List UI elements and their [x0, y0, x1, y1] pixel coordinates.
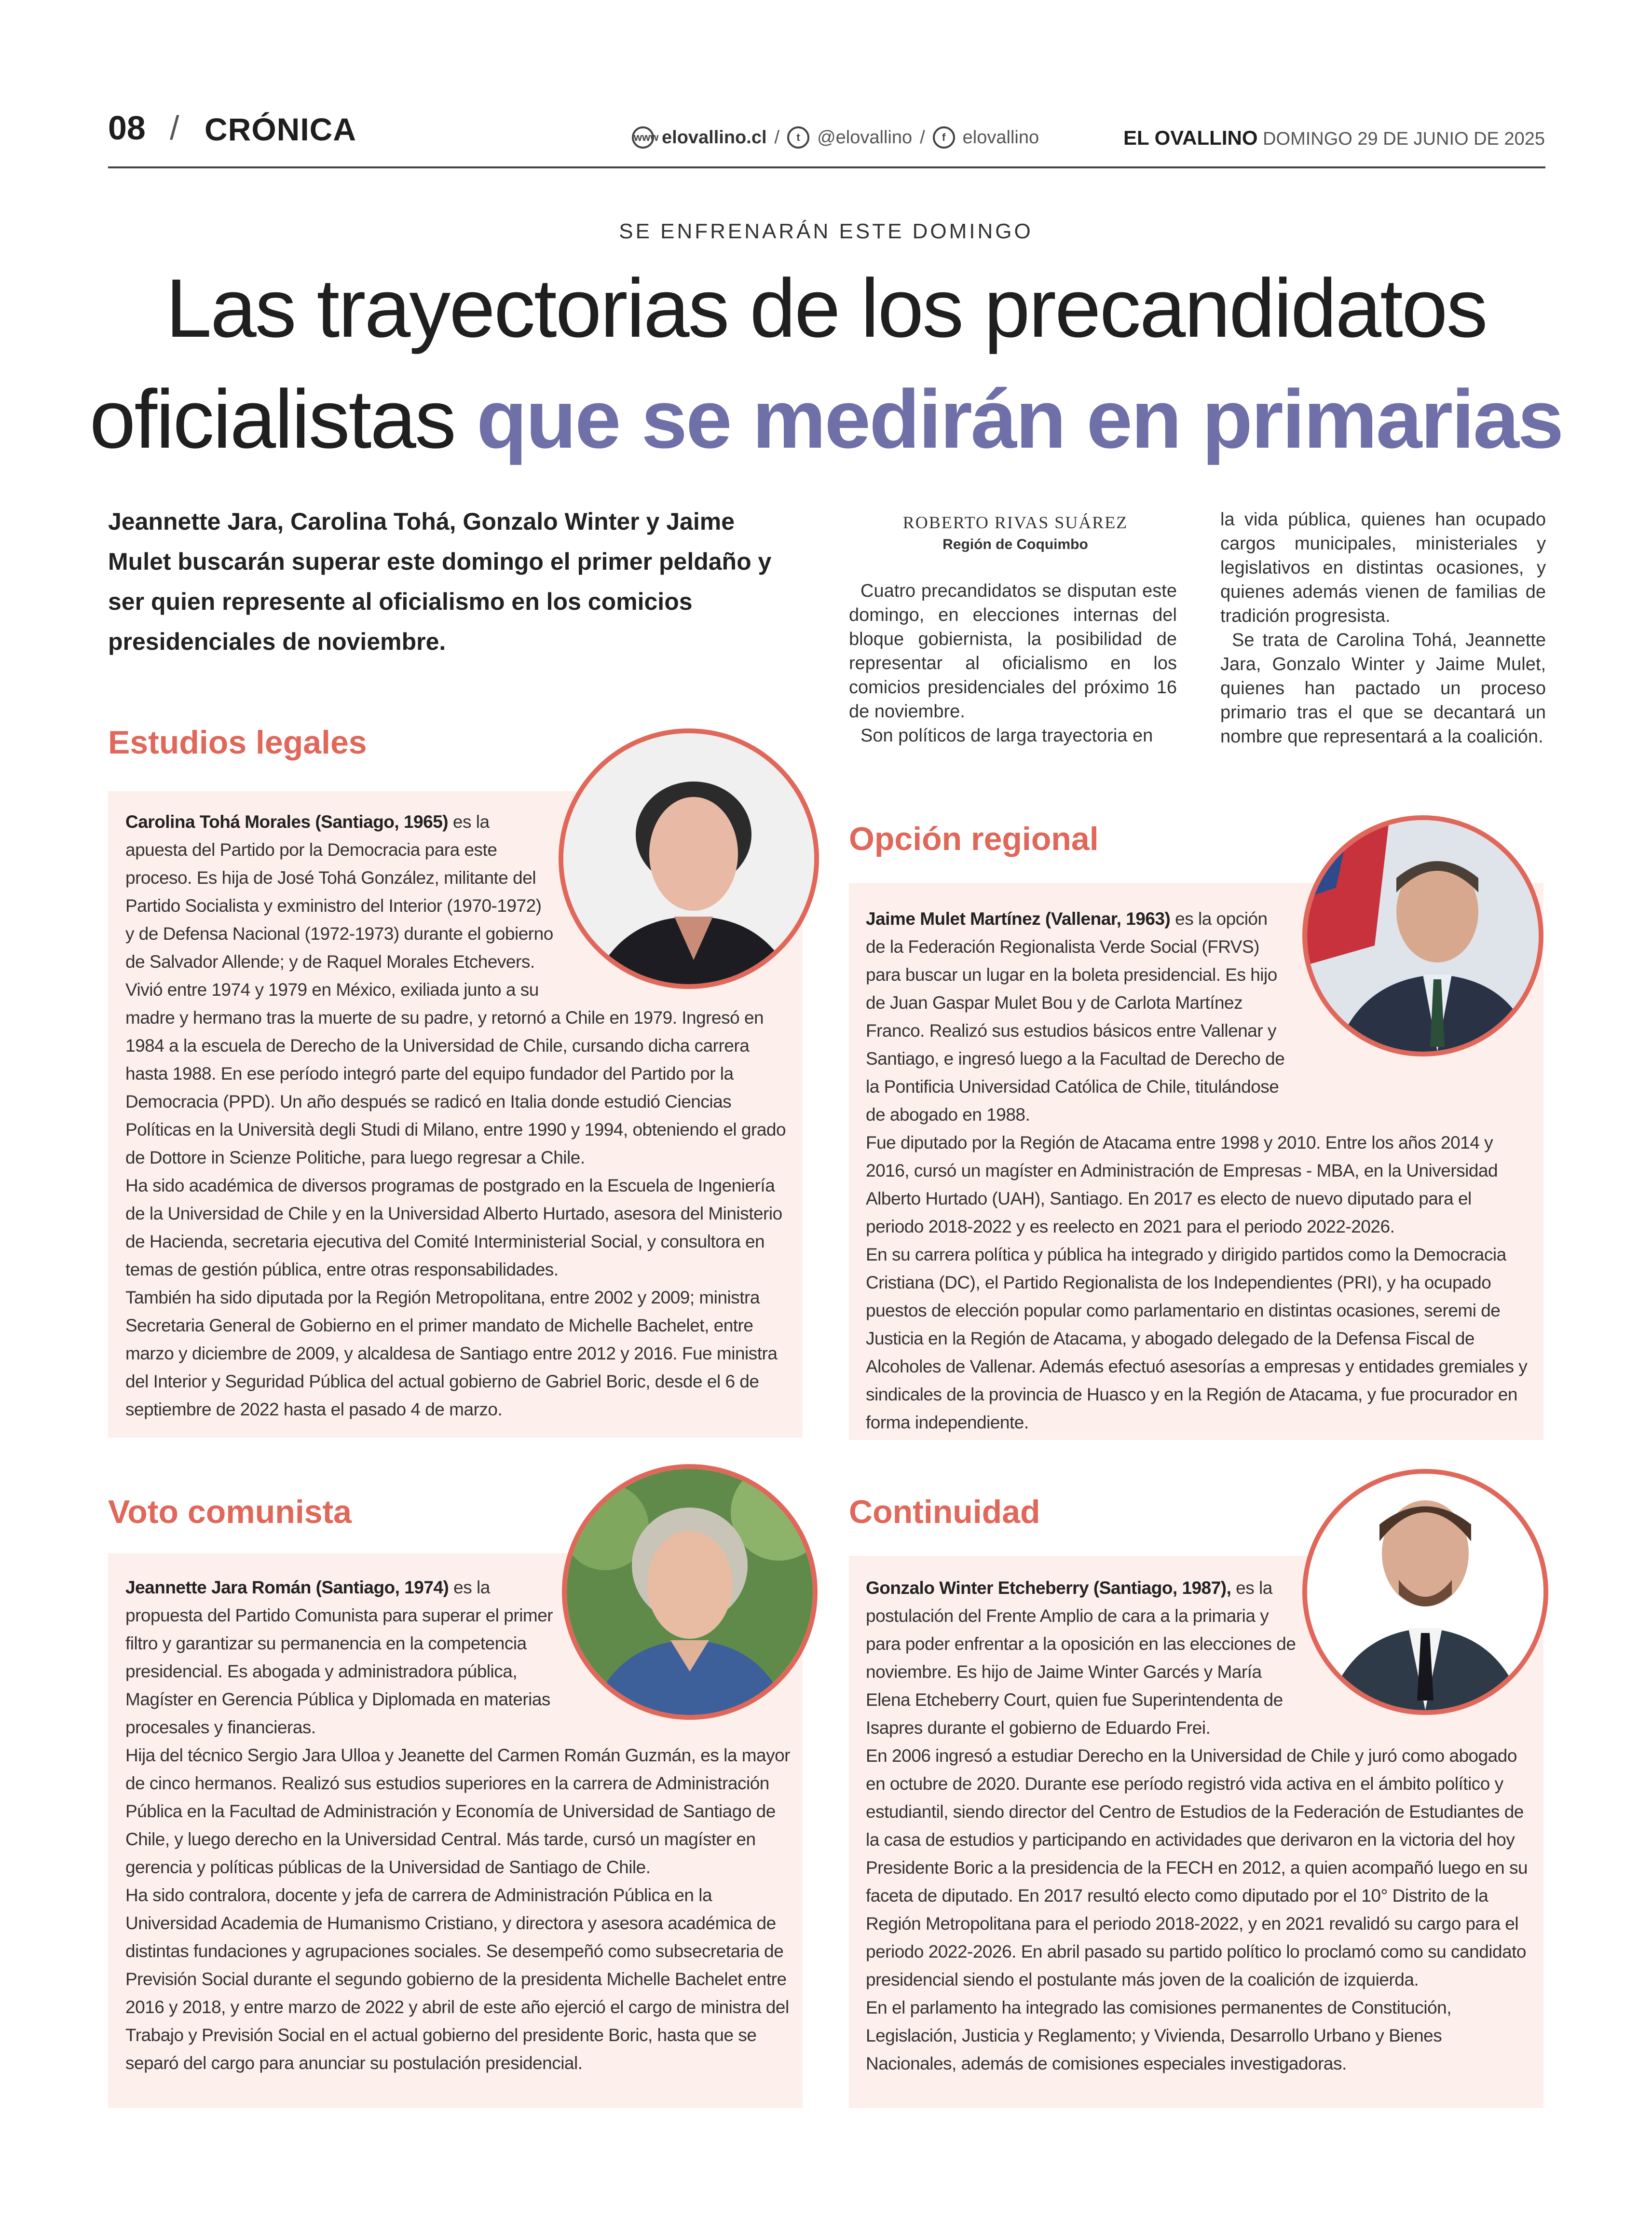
article-column-2 — [1220, 507, 1546, 749]
headline-line-1: Las trayectorias de los precandidatos — [165, 262, 1487, 355]
bio-text: es la postulación del Frente Amplio de cara a la primaria y para poder enfrentar a la oposición en las elecciones de noviembre. Es hijo de Jaime Winter Garcés y María Elena Etcheberry Court, quien fue Superintendenta de Isapres durante el gobierno de Eduardo Frei. — [866, 1578, 1296, 1738]
www-globe-icon: www — [632, 126, 654, 149]
header-social — [632, 126, 1039, 149]
kicker: SE ENFRENARÁN ESTE DOMINGO — [619, 219, 1033, 243]
author-name: ROBERTO RIVAS SUÁREZ — [902, 513, 1128, 532]
twitter-icon: t — [787, 126, 809, 149]
candidate-name: Carolina Tohá Morales (Santiago, 1965) — [125, 812, 449, 832]
website-link[interactable]: elovallino.cl — [662, 127, 767, 148]
bio-paragraph: En su carrera política y pública ha integrado y dirigido partidos como la Democracia Cristiana (DC), el Partido Regionalista de los Independientes (PRI), y ha ocupado puestos de elección popular como parlamentario en distintas ocasiones, seremi de Justicia en la Región de Atacama, y abogado delegado de la Defensa Fiscal de Alcoholes de Vallenar. Además efectuó asesorías a empresas y entidades gremiales y sindicales de la provincia de Huasco y en la Región de Atacama, y fue procurador en forma independiente. — [866, 1245, 1528, 1432]
twitter-handle[interactable]: @elovallino — [817, 127, 913, 148]
candidate-photo-mulet — [1302, 815, 1543, 1056]
article-column-1 — [849, 579, 1177, 748]
candidate-name: Jeannette Jara Román (Santiago, 1974) — [125, 1577, 449, 1597]
body-paragraph: Cuatro precandidatos se disputan este domingo, en elecciones internas del bloque gobiernista, la posibilidad de representar al oficialismo en los comicios presidenciales del próximo 16 de noviembre. — [849, 581, 1177, 722]
bio-paragraph: También ha sido diputada por la Región Metropolitana, entre 2002 y 2009; ministra Secretaria General de Gobierno en el primer mandato de Michelle Bachelet, entre marzo y diciembre de 2009, y alcaldesa de Santiago entre 2012 y 2016. Fue ministra del Interior y Seguridad Pública del actual gobierno de Gabriel Boric, desde el 6 de septiembre de 2022 hasta el pasado 4 de marzo. — [125, 1288, 778, 1419]
bio-text: es la propuesta del Partido Comunista para superar el primer filtro y garantizar su permanencia en la competencia presidencial. Es abogada y administradora pública, Magíster en Gerencia Pública y Diplomada en materias procesales y financieras. — [125, 1577, 553, 1737]
bio-paragraph: Ha sido contralora, docente y jefa de carrera de Administración Pública en la Universidad Academia de Humanismo Cristiano, y directora y asesora académica de distintas fundaciones y agrupaciones sociales. Se desempeñó como subsecretaria de Previsión Social durante el segundo gobierno de la presidenta Michelle Bachelet entre 2016 y 2018, y entre marzo de 2022 y abril de este año ejerció el cargo de ministra del Trabajo y Previsión Social en el actual gobierno del presidente Boric, hasta que se separó del cargo para anunciar su postulación presidencial. — [125, 1885, 789, 2073]
body-paragraph: Se trata de Carolina Tohá, Jeannette Jara, Gonzalo Winter y Jaime Mulet, quienes han pactado un proceso primario tras el que se decantará un nombre que representará a la coalición. — [1220, 630, 1546, 747]
facebook-handle[interactable]: elovallino — [962, 127, 1039, 148]
issue-date: DOMINGO 29 DE JUNIO DE 2025 — [1263, 129, 1545, 149]
bio-paragraph: Fue diputado por la Región de Atacama entre 1998 y 2010. Entre los años 2014 y 2016, cursó un magíster en Administración de Empresas - MBA, en la Universidad Alberto Hurtado (UAH), Santiago. En 2017 es electo de nuevo diputado para el periodo 2018-2022 y es reelecto en 2021 para el periodo 2022-2026. — [866, 1133, 1498, 1236]
bio-paragraph: En el parlamento ha integrado las comisiones permanentes de Constitución, Legislación, Justicia y Reglamento; y Vivienda, Desarrollo Urbano y Bienes Nacionales, además de comisiones especiales investigadoras. — [866, 1998, 1452, 2073]
candidate-photo-winter — [1302, 1469, 1548, 1715]
body-paragraph: Son políticos de larga trayectoria en — [860, 726, 1153, 746]
header-separator: / — [920, 127, 925, 148]
body-paragraph: la vida pública, quienes han ocupado cargos municipales, ministeriales y legislativos en distintas ocasiones, y quienes además vienen de familias de tradición progresista. — [1220, 509, 1546, 626]
author-region: Región de Coquimbo — [942, 536, 1088, 552]
masthead-date — [1123, 126, 1545, 150]
candidate-name: Gonzalo Winter Etcheberry (Santiago, 1987), — [866, 1578, 1231, 1598]
bio-text: es la apuesta del Partido por la Democracia para este proceso. Es hija de José Tohá González, militante del Partido Socialista y exministro del Interior (1970-1972) y de Defensa Nacional (1972-1973) durante el gobierno de Salvador Allende; y de Raquel Morales Etchevers. — [125, 812, 553, 972]
bio-text: es la opción de la Federación Regionalista Verde Social (FRVS) para buscar un lugar en la boleta presidencial. Es hijo de Juan Gaspar Mulet Bou y de Carlota Martínez Franco. Realizó sus estudios básicos entre Vallenar y Santiago, e ingresó luego a la Facultad de Derecho de la Pontificia Universidad Católica de Chile, titulándose de abogado en 1988. — [866, 909, 1285, 1125]
candidate-photo-jara — [562, 1464, 818, 1720]
headline-highlight: que se medirán en primarias — [476, 373, 1563, 466]
candidate-photo-toha — [559, 728, 819, 989]
section-name: CRÓNICA — [205, 111, 356, 147]
headline-plain: oficialistas — [89, 373, 455, 466]
bio-paragraph: Hija del técnico Sergio Jara Ulloa y Jeanette del Carmen Román Guzmán, es la mayor de cinco hermanos. Realizó sus estudios superiores en la carrera de Administración Pública en la Facultad de Administración y Economía de Universidad de Santiago de Chile, y luego derecho en la Universidad Central. Más tarde, cursó un magíster en gerencia y políticas públicas de la Universidad de Santiago de Chile. — [125, 1745, 790, 1877]
headline-line-2 — [0, 371, 1652, 467]
section-heading-voto: Voto comunista — [108, 1494, 352, 1530]
header-rule — [108, 166, 1545, 168]
bio-paragraph: Vivió entre 1974 y 1979 en México, exiliada junto a su madre y hermano tras la muerte de su padre, y retornó a Chile en 1979. Ingresó en 1984 a la escuela de Derecho de la Universidad de Chile, cursando dicha carrera hasta 1988. En ese período integró parte del equipo fundador del Partido por la Democracia (PPD). Un año después se radicó en Italia donde estudió Ciencias Políticas en la Università degli Studi di Milano, entre 1990 y 1994, obteniendo el grado de Dottore in Scienze Politiche, para luego regresar a Chile. — [125, 980, 786, 1167]
bio-paragraph: En 2006 ingresó a estudiar Derecho en la Universidad de Chile y juró como abogado en octubre de 2020. Durante ese período registró vida activa en el ámbito político y estudiantil, siendo director del Centro de Estudios de la Federación de Estudiantes de la casa de estudios y participando en actividades que derivaron en la victoria del hoy Presidente Boric a la presidencia de la FECH en 2012, a quien acompañó luego en su faceta de diputado. En 2017 resultó electo como diputado por el 10° Distrito de la Región Metropolitana para el periodo 2018-2022, y en 2021 revalidó su cargo para el periodo 2022-2026. En abril pasado su partido político lo proclamó como su candidato presidencial siendo el postulante más joven de la coalición de izquierda. — [866, 1746, 1528, 1989]
header-separator: / — [170, 109, 179, 147]
bio-paragraph: Ha sido académica de diversos programas de postgrado en la Escuela de Ingeniería de la Universidad de Chile y en la Universidad Alberto Hurtado, asesora del Ministerio de Hacienda, secretaria ejecutiva del Comité Interministerial Social, y consultora en temas de gestión pública, entre otras responsabilidades. — [125, 1176, 782, 1279]
candidate-name: Jaime Mulet Martínez (Vallenar, 1963) — [866, 909, 1171, 929]
page-number: 08 — [108, 109, 146, 147]
section-heading-estudios: Estudios legales — [108, 724, 367, 761]
newspaper-name: EL OVALLINO — [1123, 126, 1258, 149]
header-separator: / — [774, 127, 780, 148]
facebook-icon: f — [933, 126, 955, 149]
section-heading-opcion: Opción regional — [849, 821, 1099, 857]
section-heading-continuidad: Continuidad — [849, 1494, 1040, 1530]
lede: Jeannette Jara, Carolina Tohá, Gonzalo Winter y Jaime Mulet buscarán superar este domingo el primer peldaño y ser quien represente al oficialismo en los comicios presidenciales de noviembre. — [108, 508, 772, 655]
